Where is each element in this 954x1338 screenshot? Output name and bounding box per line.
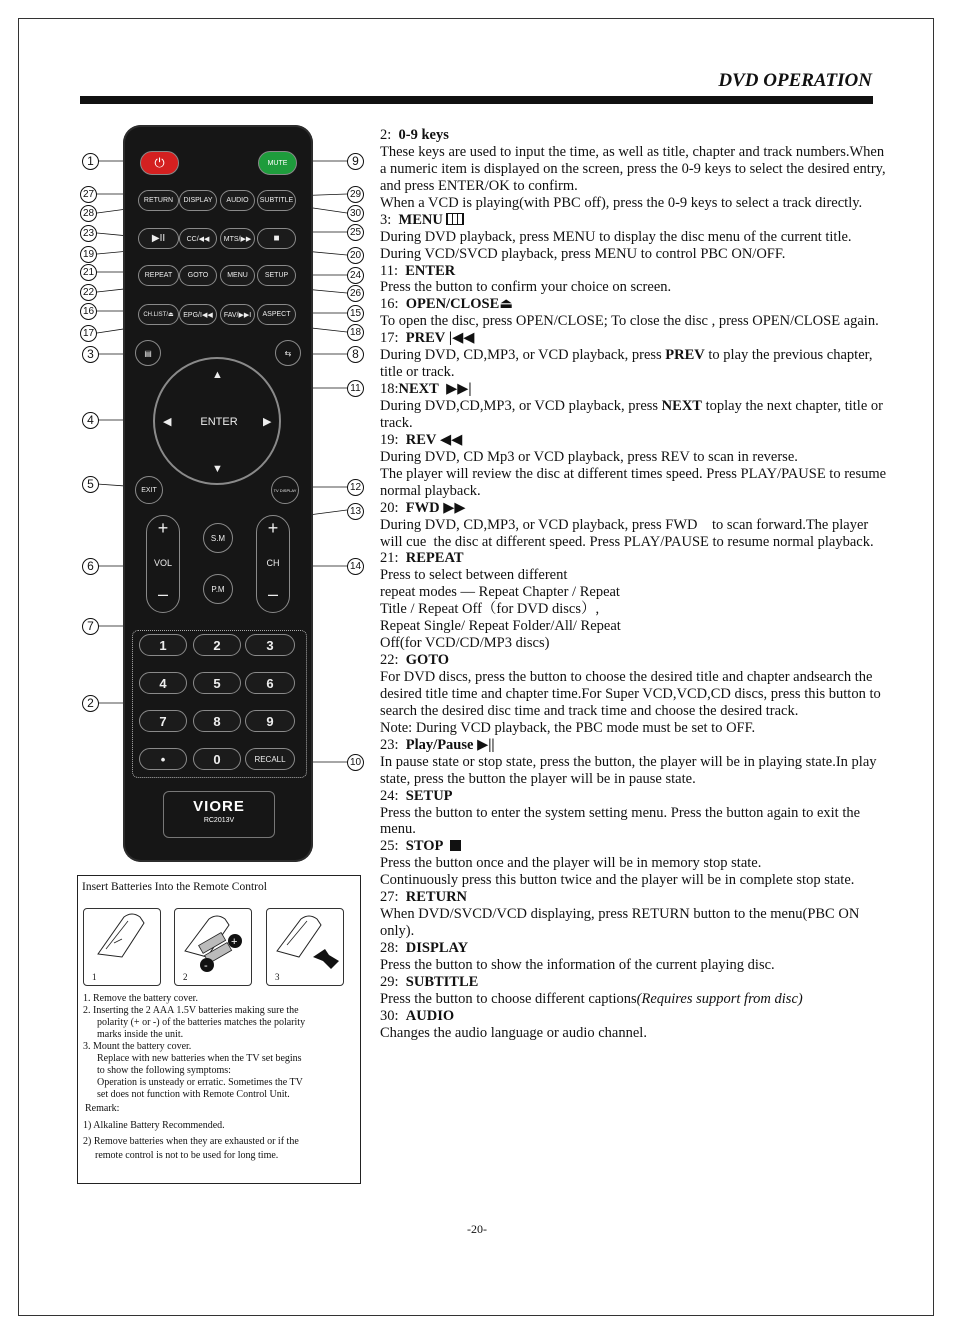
- instructions-column: [380, 127, 892, 1042]
- section-body: When DVD/SVCD/VCD displaying, press RETURN button to the menu(PBC ON only).: [380, 906, 860, 940]
- vol-minus-label: –: [157, 584, 168, 604]
- battery-step: to show the following symptoms:: [97, 1065, 231, 1076]
- section-body: During DVD, CD,MP3, or VCD playback, press FWD to scan forward.The player will cue the disc at different speed. Press PLAY/PAUSE to resume normal playback.: [380, 516, 874, 550]
- text: 18:: [380, 381, 399, 398]
- callout-6: 6: [82, 558, 99, 575]
- section-body: These keys are used to input the time, as well as title, chapter and track numbers.When a numeric item is displayed on the screen, press the 0-9 keys to select the desired entry, and press ENTER/OK to confirm.: [380, 143, 886, 194]
- goto-button[interactable]: GOTO: [179, 265, 217, 286]
- key-6[interactable]: 6: [245, 672, 295, 694]
- prev-icon: |◀◀: [448, 330, 475, 347]
- section-body: During DVD, CD Mp3 or VCD playback, press REV to scan in reverse.: [380, 448, 798, 465]
- remark-item: 2) Remove batteries when they are exhausted or if the: [83, 1136, 299, 1147]
- mts-fwd-button[interactable]: MTS/▶▶: [220, 228, 255, 249]
- text: 29:: [380, 973, 399, 990]
- brand-logo: VIORE: [193, 798, 245, 815]
- callout-8: 8: [347, 346, 364, 363]
- section-heading: [380, 296, 892, 313]
- section-body: Press the button to show the information of the current playing disc.: [380, 956, 775, 973]
- ch-label: CH: [266, 558, 280, 568]
- text: 28:: [380, 940, 399, 956]
- page-title: DVD OPERATION: [718, 70, 872, 91]
- callout-26: 26: [347, 285, 364, 302]
- key-7[interactable]: 7: [139, 710, 187, 732]
- callout-25: 25: [347, 224, 364, 241]
- remark-item: remote control is not to be used for long time.: [95, 1150, 279, 1161]
- svg-text:+: +: [231, 936, 238, 948]
- section-body: For DVD discs, press the button to choose the desired title and chapter andsearch the desired title time and chapter time.For Super VCD,VCD,CD discs, press this button to search the desired disc time and track time and choose the desired track.: [380, 669, 881, 719]
- menu-button[interactable]: MENU: [220, 265, 255, 286]
- key-2[interactable]: 2: [193, 634, 241, 656]
- fwd-icon: ▶▶: [443, 499, 466, 516]
- right-arrow-icon[interactable]: ▶: [263, 416, 272, 428]
- callout-16: 16: [80, 303, 97, 320]
- navigation-dpad: [153, 357, 281, 485]
- text: 30:: [380, 1007, 399, 1024]
- callout-30: 30: [347, 205, 364, 222]
- section-body: The player will review the disc at different times speed. Press PLAY/PAUSE to resume normal playback.: [380, 465, 887, 499]
- key-9[interactable]: 9: [245, 710, 295, 732]
- bold-text: 0-9 keys: [398, 127, 449, 143]
- text: 2:: [380, 127, 392, 143]
- battery-step: 2. Inserting the 2 AAA 1.5V batteries making sure the: [83, 1005, 299, 1016]
- section-heading: [380, 889, 892, 906]
- section-heading: [380, 263, 892, 280]
- section-body: Repeat Single/ Repeat Folder/All/ Repeat: [380, 618, 621, 635]
- left-arrow-icon[interactable]: ◀: [163, 416, 172, 428]
- callout-13: 13: [347, 503, 364, 520]
- section-body: Press the button once and the player will be in memory stop state.: [380, 855, 762, 872]
- battery-figure-2: [174, 908, 252, 986]
- section-heading: [380, 838, 892, 855]
- volume-rocker[interactable]: [146, 515, 180, 613]
- bold-text: AUDIO: [405, 1007, 455, 1024]
- callout-17: 17: [80, 325, 97, 342]
- section-body: [380, 347, 892, 381]
- return-button[interactable]: RETURN: [138, 190, 179, 211]
- power-icon: ⏻: [154, 155, 165, 170]
- text: 16:: [380, 296, 399, 313]
- text: 19:: [380, 431, 399, 448]
- figure-label-3: 3: [275, 972, 280, 982]
- section-body: Press to select between different: [380, 567, 568, 584]
- battery-step: Replace with new batteries when the TV set begins: [97, 1053, 302, 1064]
- bold-text: STOP: [405, 838, 444, 855]
- chlist-open-close-button[interactable]: CH.LIST/⏏: [138, 304, 179, 325]
- section-heading: [380, 127, 892, 144]
- callout-15: 15: [347, 305, 364, 322]
- battery-step: polarity (+ or -) of the batteries matches the polarity: [97, 1017, 306, 1028]
- callout-7: 7: [82, 618, 99, 635]
- section-heading: [380, 940, 892, 957]
- text: 11:: [380, 262, 398, 279]
- section-body: Press the button to confirm your choice on screen.: [380, 279, 672, 296]
- callout-19: 19: [80, 246, 97, 263]
- remote-control: [123, 125, 313, 862]
- text: Press the button to choose different captions: [380, 990, 637, 1007]
- menu-round-button[interactable]: [135, 340, 161, 366]
- remove-cover-icon: [84, 909, 160, 969]
- bold-text: PREV: [405, 330, 446, 347]
- fav-next-button[interactable]: FAV/▶▶I: [220, 304, 255, 325]
- channel-rocker[interactable]: [256, 515, 290, 613]
- cc-rev-button[interactable]: CC/◀◀: [179, 228, 217, 249]
- section-body: Off(for VCD/CD/MP3 discs): [380, 635, 550, 652]
- section-heading: [380, 500, 892, 517]
- section-body: Note: During VCD playback, the PBC mode must be set to OFF.: [380, 719, 756, 736]
- svg-text:-: -: [204, 960, 208, 972]
- bold-text: REV: [405, 431, 437, 448]
- mute-button[interactable]: MUTE: [258, 151, 297, 175]
- section-body: When a VCD is playing(with PBC off), press the 0-9 keys to select a track directly.: [380, 194, 863, 211]
- bold-text: MENU: [398, 211, 443, 228]
- picture-mode-button[interactable]: P.M: [203, 574, 233, 604]
- display-button[interactable]: DISPLAY: [179, 190, 217, 211]
- input-source-icon: ⇆: [284, 348, 292, 358]
- section-body: Title / Repeat Off（for DVD discs）,: [380, 601, 600, 618]
- replace-cover-icon: [267, 909, 343, 973]
- model-number: RC2013V: [203, 817, 235, 824]
- battery-title: Insert Batteries Into the Remote Control: [82, 881, 267, 893]
- battery-steps: [83, 993, 355, 1162]
- bold-text: SUBTITLE: [405, 973, 479, 990]
- callout-22: 22: [80, 284, 97, 301]
- section-body: Changes the audio language or audio channel.: [380, 1024, 647, 1041]
- bold-text: SETUP: [405, 787, 453, 804]
- text: to play the previous chapter, title or track.: [380, 347, 873, 381]
- callout-10: 10: [347, 754, 364, 771]
- bold-text: OPEN/CLOSE: [405, 296, 500, 313]
- play-pause-icon: ▶||: [477, 736, 495, 753]
- callout-21: 21: [80, 264, 97, 281]
- bold-text: FWD: [405, 499, 440, 516]
- text: 17:: [380, 330, 399, 347]
- section-body: [380, 991, 892, 1008]
- callout-20: 20: [347, 247, 364, 264]
- callout-5: 5: [82, 476, 99, 493]
- stop-button[interactable]: ■: [257, 228, 296, 249]
- insert-batteries-icon: [175, 909, 251, 973]
- callout-2: 2: [82, 695, 99, 712]
- section-body: [380, 398, 892, 432]
- callout-24: 24: [347, 267, 364, 284]
- battery-step: 3. Mount the battery cover.: [83, 1041, 192, 1052]
- audio-button[interactable]: AUDIO: [220, 190, 255, 211]
- remark-item: 1) Alkaline Battery Recommended.: [83, 1120, 225, 1131]
- section-body: Continuously press this button twice and the player will be in complete stop state.: [380, 872, 855, 889]
- callout-1: 1: [82, 153, 99, 170]
- section-heading: [380, 212, 892, 229]
- text: 27:: [380, 889, 399, 906]
- exit-button[interactable]: EXIT: [135, 476, 163, 504]
- section-heading: [380, 381, 892, 398]
- text: (Requires support from disc): [636, 990, 803, 1007]
- section-body: During DVD playback, press MENU to display the disc menu of the current title.: [380, 228, 852, 245]
- setup-button[interactable]: SETUP: [257, 265, 296, 286]
- section-body: To open the disc, press OPEN/CLOSE; To close the disc , press OPEN/CLOSE again.: [380, 313, 879, 330]
- battery-step: Operation is unsteady or erratic. Sometimes the TV: [97, 1077, 303, 1088]
- bold-text: Play/Pause: [405, 736, 474, 753]
- brand-plate: [163, 791, 275, 838]
- down-arrow-icon[interactable]: ▼: [212, 463, 223, 475]
- text: 22:: [380, 652, 399, 669]
- callout-3: 3: [82, 346, 99, 363]
- bold-text: DISPLAY: [405, 940, 469, 956]
- section-heading: [380, 330, 892, 347]
- section-heading: [380, 550, 892, 567]
- page-number: -20-: [467, 1222, 487, 1236]
- callout-18: 18: [347, 324, 364, 341]
- power-button[interactable]: [140, 151, 179, 175]
- ch-minus-label: –: [267, 584, 278, 604]
- section-heading: [380, 1008, 892, 1025]
- battery-step: marks inside the unit.: [97, 1029, 184, 1040]
- section-body: Press the button to enter the system setting menu. Press the button again to exit the menu.: [380, 804, 861, 838]
- vol-label: VOL: [153, 558, 172, 568]
- repeat-button[interactable]: REPEAT: [138, 265, 179, 286]
- next-icon: ▶▶|: [446, 381, 472, 398]
- text: During DVD,CD,MP3, or VCD playback, press: [380, 398, 662, 414]
- text: 24:: [380, 787, 399, 804]
- text: toplay the next chapter, title or track.: [380, 398, 883, 431]
- bold-text: NEXT: [398, 381, 439, 398]
- section-heading: [380, 432, 892, 449]
- battery-step: set does not function with Remote Control Unit.: [97, 1089, 290, 1100]
- bold-text: PREV: [665, 347, 705, 364]
- callout-27: 27: [80, 186, 97, 203]
- key-1[interactable]: 1: [139, 634, 187, 656]
- recall-button[interactable]: RECALL: [245, 748, 295, 770]
- text: During DVD, CD,MP3, or VCD playback, press: [380, 347, 666, 364]
- section-heading: [380, 974, 892, 991]
- section-body: repeat modes — Repeat Chapter / Repeat: [380, 584, 620, 601]
- section-body: In pause state or stop state, press the button, the player will be in playing state.In play state, press the button the player will be in pause state.: [380, 753, 877, 787]
- callout-28: 28: [80, 205, 97, 222]
- sound-mode-button[interactable]: S.M: [203, 523, 233, 553]
- text: 3:: [380, 211, 392, 228]
- key-5[interactable]: 5: [193, 672, 241, 694]
- section-body: During VCD/SVCD playback, press MENU to control PBC ON/OFF.: [380, 245, 786, 262]
- bold-text: RETURN: [405, 889, 468, 906]
- section-heading: [380, 737, 892, 754]
- play-pause-button[interactable]: ▶II: [138, 228, 179, 249]
- callout-23: 23: [80, 225, 97, 242]
- stop-icon: [450, 840, 461, 851]
- enter-button[interactable]: ENTER: [200, 416, 238, 428]
- key-0[interactable]: 0: [193, 748, 241, 770]
- battery-step: 1. Remove the battery cover.: [83, 993, 198, 1004]
- menu-grid-icon: ▤: [144, 348, 152, 358]
- remark-label: Remark:: [85, 1103, 120, 1114]
- bold-text: ENTER: [405, 262, 456, 279]
- key-4[interactable]: 4: [139, 672, 187, 694]
- vol-plus-label: +: [157, 518, 169, 538]
- key-8[interactable]: 8: [193, 710, 241, 732]
- ch-plus-label: +: [267, 518, 279, 538]
- key-3[interactable]: 3: [245, 634, 295, 656]
- callout-14: 14: [347, 558, 364, 575]
- bold-text: NEXT: [661, 398, 702, 414]
- up-arrow-icon[interactable]: ▲: [212, 369, 223, 381]
- callout-11: 11: [347, 380, 364, 397]
- menu-grid-icon: [446, 213, 464, 225]
- battery-figure-1: [83, 908, 161, 986]
- rev-icon: ◀◀: [440, 431, 463, 448]
- source-button[interactable]: [275, 340, 301, 366]
- section-heading: [380, 788, 892, 805]
- battery-figure-3: [266, 908, 344, 986]
- epg-prev-button[interactable]: EPG/I◀◀: [179, 304, 217, 325]
- callout-12: 12: [347, 479, 364, 496]
- figure-label-1: 1: [92, 972, 97, 982]
- callout-9: 9: [347, 153, 364, 170]
- key-dot[interactable]: •: [139, 748, 187, 770]
- text: 21:: [380, 550, 399, 567]
- tv-display-button[interactable]: TV DISPLAY: [271, 476, 299, 504]
- callout-29: 29: [347, 186, 364, 203]
- battery-instructions: [77, 875, 361, 1184]
- figure-label-2: 2: [183, 972, 188, 982]
- text: 25:: [380, 838, 399, 855]
- subtitle-button[interactable]: SUBTITLE: [257, 190, 296, 211]
- eject-icon: ⏏: [499, 296, 513, 313]
- text: 20:: [380, 499, 399, 516]
- bold-text: REPEAT: [405, 550, 464, 567]
- section-heading: [380, 652, 892, 669]
- callout-4: 4: [82, 412, 99, 429]
- text: 23:: [380, 736, 399, 753]
- aspect-button[interactable]: ASPECT: [257, 304, 296, 325]
- bold-text: GOTO: [405, 652, 450, 669]
